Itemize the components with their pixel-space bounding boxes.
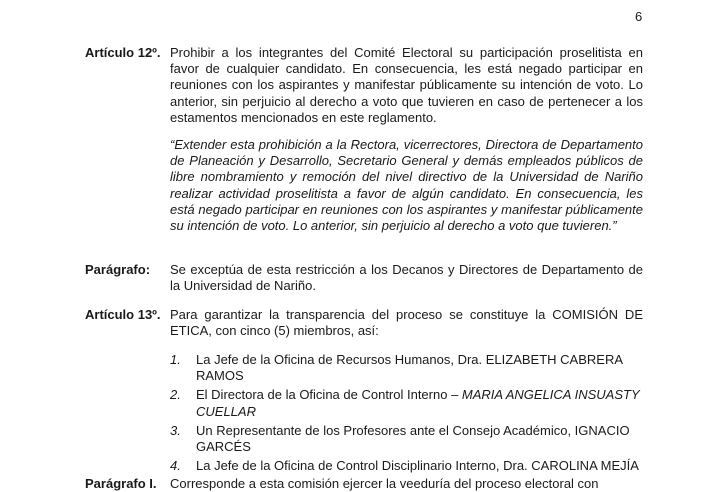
list-item — [170, 458, 643, 474]
list-item-italic-text: MARIA ANGELICA INSUASTY CUELLAR — [196, 387, 640, 419]
list-item-text: Un Representante de los Profesores ante el Consejo Académico, IGNACIO GARCÉS — [196, 422, 630, 455]
paragrafo-label: Parágrafo: — [85, 262, 151, 277]
paragrafo-i-label: Parágrafo I. — [85, 476, 157, 491]
list-item-text: La Jefe de la Oficina de Recursos Humanos, Dra. ELIZABETH CABRERA RAMOS — [196, 352, 623, 384]
list-item-number: 2. — [170, 387, 181, 403]
paragrafo-i-text: Corresponde a esta comisión ejercer la veeduría del proceso electoral con — [170, 476, 599, 491]
list-item-number: 4. — [170, 458, 181, 474]
list-item-text: La Jefe de la Oficina de Control Disciplinario Interno, Dra. CAROLINA MEJÍA — [196, 458, 639, 474]
commission-members-list — [170, 352, 643, 477]
paragrafo-text: Se exceptúa de esta restricción a los Decanos y Directores de Departamento de la Universidad de Nariño. — [170, 262, 643, 294]
list-item-text: El Directora de la Oficina de Control Interno – — [196, 387, 462, 403]
article-13-label: Artículo 13º. — [85, 307, 161, 322]
article-13-text: Para garantizar la transparencia del proceso se constituye la COMISIÓN DE ETICA, con cinco (5) miembros, así: — [170, 307, 643, 339]
list-item — [170, 387, 643, 419]
list-item — [170, 423, 643, 455]
list-item — [170, 352, 643, 384]
list-item-number: 1. — [170, 352, 181, 367]
article-12-quote: “Extender esta prohibición a la Rectora, vicerrectores, Directora de Departamento de Planeación y Desarrollo, Secretario General y demás empleados públicos de libre nombramiento y remoción del nivel directivo de la Universidad de Nariño realizar actividad proselitista a favor de algún candidato. En consecuencia, les está negado participar en reuniones con los aspirantes y manifestar públicamente su intención de voto. Lo anterior, sin perjuicio al derecho a voto que tuvieren.” — [170, 137, 643, 234]
article-12-text: Prohibir a los integrantes del Comité Electoral su participación proselitista en favor de cualquier candidato. En consecuencia, les está negado participar en reuniones con los aspirantes y manifestar públicamente su intención de voto. Lo anterior, sin perjuicio al derecho a voto que tuvieren en caso de pertenecer a los estamentos mencionados en este reglamento. — [170, 45, 643, 125]
page-number: 6 — [635, 9, 643, 24]
list-item-number: 3. — [170, 422, 181, 438]
article-12-label: Artículo 12º. — [85, 45, 161, 60]
